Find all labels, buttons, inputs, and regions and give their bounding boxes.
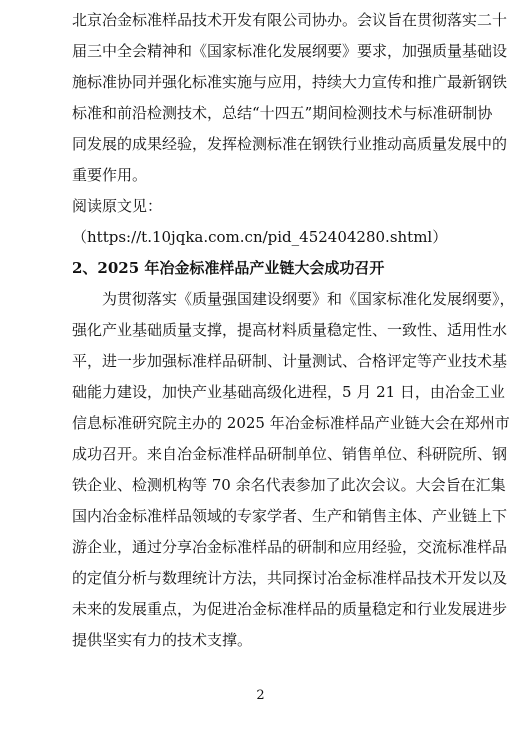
paragraph-2-line-7: 铁企业、检测机构等 70 余名代表参加了此次会议。大会旨在汇集 (72, 476, 506, 494)
paragraph-1-line-5: 同发展的成果经验，发挥检测标准在钢铁行业推动高质量发展中的 (72, 135, 508, 153)
paragraph-2-line-6: 成功召开。来自冶金标准样品研制单位、销售单位、科研院所、钢 (72, 445, 508, 463)
page-number: 2 (256, 688, 265, 703)
section-heading: 2、2025 年冶金标准样品产业链大会成功召开 (72, 259, 385, 277)
paragraph-2-line-4: 础能力建设，加快产业基础高级化进程，5 月 21 日，由冶金工业 (72, 383, 505, 401)
paragraph-1-line-1: 北京冶金标准样品技术开发有限公司协办。会议旨在贯彻落实二十 (72, 11, 508, 29)
paragraph-1-line-4: 标准和前沿检测技术，总结“十四五”期间检测技术与标准研制协 (72, 104, 493, 122)
source-link[interactable]: （https://t.10jqka.com.cn/pid_452404280.shtml） (72, 228, 448, 246)
read-more-label: 阅读原文见： (72, 197, 163, 215)
paragraph-2-line-1: 为贯彻落实《质量强国建设纲要》和《国家标准化发展纲要》， (102, 290, 515, 308)
paragraph-2-line-11: 未来的发展重点，为促进冶金标准样品的质量稳定和行业发展进步 (72, 600, 508, 618)
paragraph-2-line-2: 强化产业基础质量支撑，提高材料质量稳定性、一致性、适用性水 (72, 321, 508, 339)
paragraph-2-line-3: 平，进一步加强标准样品研制、计量测试、合格评定等产业技术基 (72, 352, 508, 370)
paragraph-1-line-2: 届三中全会精神和《国家标准化发展纲要》要求，加强质量基础设 (72, 42, 508, 60)
paragraph-2-line-5: 信息标准研究院主办的 2025 年冶金标准样品产业链大会在郑州市 (72, 414, 510, 432)
paragraph-2-line-10: 的定值分析与数理统计方法，共同探讨冶金标准样品技术开发以及 (72, 569, 508, 587)
paragraph-2-line-9: 游企业，通过分享冶金标准样品的研制和应用经验，交流标准样品 (72, 538, 508, 556)
paragraph-2-line-8: 国内冶金标准样品领域的专家学者、生产和销售主体、产业链上下 (72, 507, 508, 525)
paragraph-1-line-3: 施标准协同并强化标准实施与应用，持续大力宣传和推广最新钢铁 (72, 73, 508, 91)
paragraph-2-line-12: 提供坚实有力的技术支撑。 (72, 631, 253, 649)
paragraph-1-line-6: 重要作用。 (72, 166, 148, 184)
